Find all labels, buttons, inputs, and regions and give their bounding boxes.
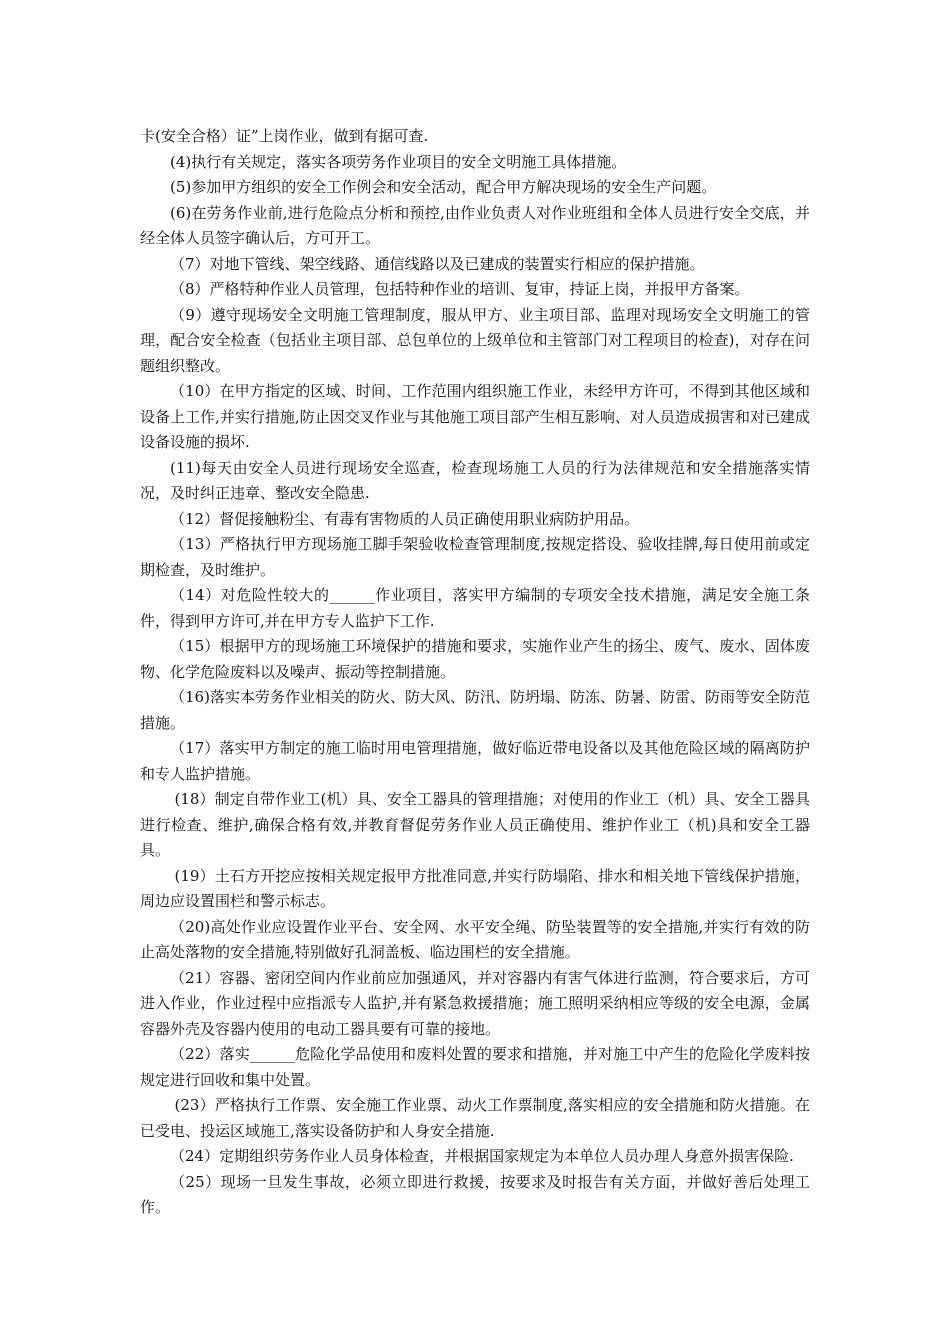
paragraph: （16)落实本劳务作业相关的防火、防大风、防汛、防坍塌、防冻、防暑、防雷、防雨等安全防范措施。 (140, 688, 810, 732)
document-body (140, 124, 810, 1221)
paragraph: （25）现场一旦发生事故，必须立即进行救援，按要求及时报告有关方面，并做好善后处理工作。 (140, 1172, 810, 1216)
paragraph: (23）严格执行工作票、安全施工作业票、动火工作票制度,落实相应的安全措施和防火措施。在已受电、投运区域施工,落实设备防护和人身安全措施. (140, 1096, 810, 1140)
paragraph: (5)参加甲方组织的安全工作例会和安全活动，配合甲方解决现场的安全生产问题。 (170, 178, 717, 196)
paragraph: (11)每天由安全人员进行现场安全巡查，检查现场施工人员的行为法律规范和安全措施落实情况，及时纠正违章、整改安全隐患. (140, 458, 810, 502)
paragraph: (6)在劳务作业前,进行危险点分析和预控,由作业负责人对作业班组和全体人员进行安全交底，并经全体人员签字确认后，方可开工。 (140, 203, 810, 247)
paragraph: （8）严格特种作业人员管理，包括特种作业的培训、复审，持证上岗，并报甲方备案。 (170, 280, 750, 298)
paragraph: （10）在甲方指定的区域、时间、工作范围内组织施工作业，未经甲方许可，不得到其他区域和设备上工作,并实行措施,防止因交叉作业与其他施工项目部产生相互影响、对人员造成损害和对已建成设备设施的损坏. (140, 382, 810, 451)
paragraph: 卡(安全合格）证”上岗作业，做到有据可查. (140, 127, 429, 145)
paragraph: (18）制定自带作业工(机）具、安全工器具的管理措施；对使用的作业工（机）具、安全工器具进行检查、维护,确保合格有效,并教育督促劳务作业人员正确使用、维护作业工（机)具和安全工器具。 (140, 790, 810, 859)
paragraph: （14）对危险性较大的______作业项目，落实甲方编制的专项安全技术措施，满足安全施工条件，得到甲方许可,并在甲方专人监护下工作. (140, 586, 810, 630)
paragraph: （15）根据甲方的现场施工环境保护的措施和要求，实施作业产生的扬尘、废气、废水、固体废物、化学危险废料以及噪声、振动等控制措施。 (140, 637, 810, 681)
paragraph: （21）容器、密闭空间内作业前应加强通风，并对容器内有害气体进行监测，符合要求后，方可进入作业，作业过程中应指派专人监护,并有紧急救援措施；施工照明采纳相应等级的安全电源，金属容器外壳及容器内使用的电动工器具要有可靠的接地。 (140, 968, 810, 1038)
paragraph: （24）定期组织劳务作业人员身体检查，并根据国家规定为本单位人员办理人身意外损害保险. (170, 1147, 794, 1165)
paragraph: （12）督促接触粉尘、有毒有害物质的人员正确使用职业病防护用品。 (170, 509, 640, 528)
paragraph: （13）严格执行甲方现场施工脚手架验收检查管理制度,按规定搭设、验收挂牌,每日使用前或定期检查，及时维护。 (140, 535, 810, 579)
paragraph: (19）土石方开挖应按相关规定报甲方批准同意,并实行防塌陷、排水和相关地下管线保护措施，周边应设置围栏和警示标志。 (140, 866, 810, 910)
paragraph: （20)高处作业应设置作业平台、安全网、水平安全绳、防坠装置等的安全措施,并实行有效的防止高处落物的安全措施,特别做好孔洞盖板、临边围栏的安全措施。 (140, 917, 810, 961)
paragraph: (4)执行有关规定，落实各项劳务作业项目的安全文明施工具体措施。 (170, 152, 627, 171)
paragraph: （17）落实甲方制定的施工临时用电管理措施，做好临近带电设备以及其他危险区域的隔离防护和专人监护措施。 (140, 739, 810, 783)
paragraph: （22）落实______危险化学品使用和废料处置的要求和措施，并对施工中产生的危险化学废料按规定进行回收和集中处置。 (140, 1045, 810, 1089)
paragraph: （7）对地下管线、架空线路、通信线路以及已建成的装置实行相应的保护措施。 (170, 254, 705, 273)
paragraph: （9）遵守现场安全文明施工管理制度，服从甲方、业主项目部、监理对现场安全文明施工的管理，配合安全检查（包括业主项目部、总包单位的上级单位和主管部门对工程项目的检查)，对存在问题组织整改。 (140, 305, 810, 375)
